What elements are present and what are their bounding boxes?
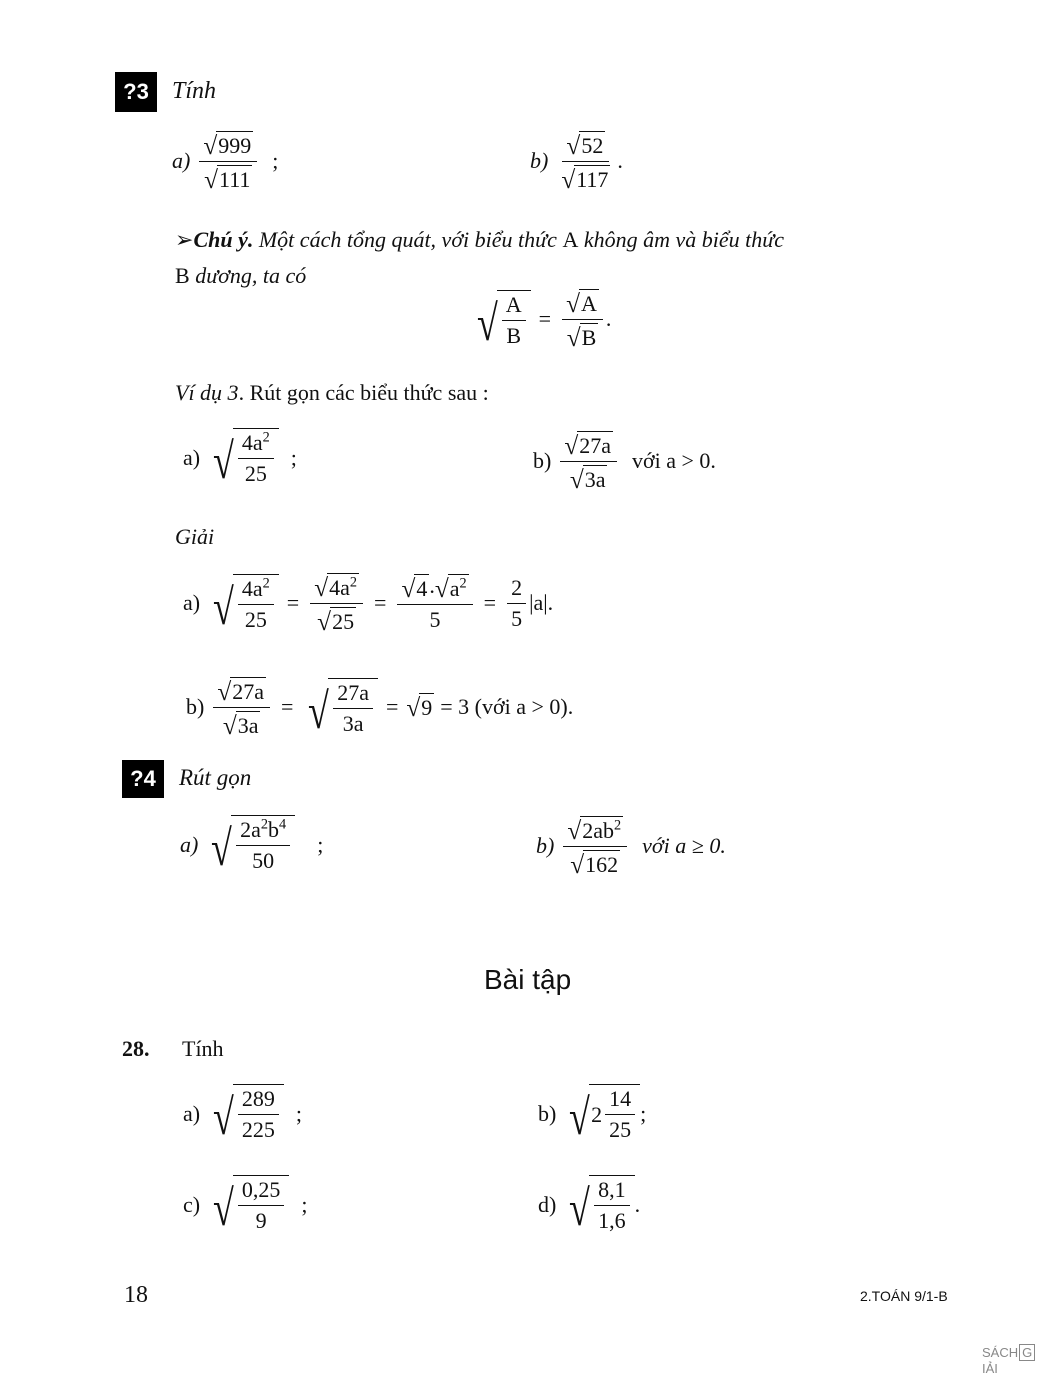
exercise-item-b [538, 1084, 647, 1146]
item-label: b) [536, 833, 555, 859]
sqrt: √ 52 [566, 131, 604, 160]
arrow-icon: ➢ [175, 227, 194, 252]
result: = 3 (với a > 0). [440, 694, 574, 720]
sqrt: √ $\frac{289}{225}$ [206, 1084, 284, 1143]
example-3-title: Ví dụ 3. Rút gọn các biểu thức sau : [175, 380, 489, 405]
note-text: Một cách tổng quát, với biểu thức [253, 227, 563, 252]
exercise-number: 28. [122, 1036, 150, 1061]
page-number: 18 [124, 1282, 148, 1308]
note-var-b: B [175, 263, 190, 288]
note-var-a: A [562, 227, 579, 252]
question-badge-3: ?3 [115, 72, 157, 112]
fraction: √ $4a^2$ √ 25 [310, 572, 363, 635]
separator: ; [290, 444, 297, 470]
q3-item-a [172, 130, 278, 193]
sqrt: √ $\frac{4a^2}{25}$ [206, 574, 279, 633]
q4-item-a [180, 815, 324, 877]
fraction: √ $2ab^2$ √ 162 [563, 815, 627, 878]
item-label: a) [172, 148, 191, 174]
separator: ; [640, 1100, 647, 1126]
fraction: √ 27a √ 3a [560, 430, 617, 493]
item-label: b) [538, 1100, 557, 1126]
sqrt: √ 117 [561, 165, 609, 194]
sqrt: √ $\frac{2a^2b^4}{50}$ [204, 815, 295, 874]
sqrt: √ 111 [204, 165, 251, 194]
sqrt: √ $\frac{0,25}{9}$ [206, 1175, 289, 1234]
fraction: $\frac{2}{5}$ [507, 575, 526, 632]
example-3-item-b [533, 430, 716, 493]
separator: ; [295, 1100, 302, 1126]
equals: = [538, 306, 552, 332]
question-badge-4: ?4 [122, 760, 164, 798]
sqrt: √ $\frac{27a}{3a}$ [301, 678, 378, 737]
item-label: a) [180, 831, 199, 857]
item-label: a) [183, 444, 201, 470]
note-paragraph [175, 222, 945, 294]
separator: ; [317, 831, 324, 857]
solution-a: a) √ $\frac{4a^2}{25}$ = √ $4a^2$ √ 25 = √ 4 . √ $a^2$ 5 = $\frac{2}{5}$ |a| . [183, 573, 554, 636]
fraction: √ 4 . √ $a^2$ 5 [397, 573, 472, 633]
period: . [605, 306, 612, 332]
solution-title: Giải [175, 524, 215, 549]
note-text: dương, ta có [189, 263, 307, 288]
sqrt: √ $\frac{A}{B}$ [470, 290, 531, 349]
separator: ; [272, 148, 279, 174]
q4-item-b [536, 815, 726, 878]
book-code: 2.TOÁN 9/1-B [860, 1288, 948, 1304]
item-label: a) [183, 590, 201, 616]
separator: . [634, 1191, 641, 1217]
note-formula [470, 288, 611, 351]
note-lead: Chú ý. [193, 227, 254, 252]
section-heading: Bài tập [484, 964, 572, 995]
example-3-item-a [183, 428, 297, 490]
item-label: a) [183, 1100, 201, 1126]
separator: ; [301, 1191, 308, 1217]
sqrt: √ $\frac{8,1}{1,6}$ [562, 1175, 634, 1234]
fraction: √ A √ B [562, 288, 603, 351]
item-label: b) [186, 694, 205, 720]
condition: với a > 0. [631, 448, 716, 474]
q3-item-b [530, 130, 623, 193]
exercise-title: Tính [182, 1036, 224, 1061]
item-label: c) [183, 1191, 201, 1217]
exercise-item-d [538, 1175, 641, 1237]
question-3-title: Tính [172, 78, 217, 104]
exercise-item-a [183, 1084, 302, 1146]
sqrt: √ 9 [406, 694, 433, 723]
fraction [199, 130, 257, 193]
sqrt: √ 999 [203, 131, 252, 160]
item-label: b) [533, 448, 552, 474]
condition: với a ≥ 0. [642, 833, 726, 859]
sqrt: √ 2 $\frac{14}{25}$ [562, 1084, 640, 1143]
solution-b: b) √ 27a √ 3a = √ $\frac{27a}{3a}$ = √ 9 = 3 (với a > 0). [186, 677, 574, 740]
note-text: không âm và biểu thức [578, 227, 784, 252]
separator: . [617, 148, 623, 174]
question-4-title: Rút gọn [179, 765, 252, 790]
exercise-item-c [183, 1175, 308, 1237]
fraction: √ 27a √ 3a [213, 676, 270, 739]
watermark-logo: SÁCH GIẢI [982, 1344, 1050, 1376]
fraction [557, 130, 614, 193]
abs-value: |a| [529, 590, 548, 616]
item-label: b) [530, 148, 549, 174]
sqrt: √ $\frac{4a^2}{25}$ [206, 428, 279, 487]
item-label: d) [538, 1191, 557, 1217]
